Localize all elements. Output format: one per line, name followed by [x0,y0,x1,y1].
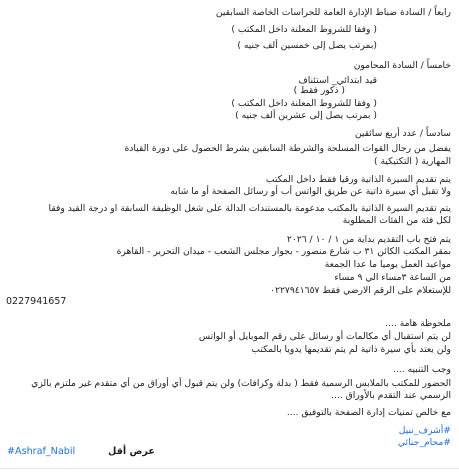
post-line: يتم تقديم السيرة الذاتية بالمكتب مدعومة بالمستندات الدالة على شغل الوظيفة السابقة او درجة القيد وفقا [48,203,451,214]
post-line: رابعاً / السادة ضباط الإدارة العامة للحراسات الخاصة السابقين [215,7,451,18]
post-line: مواعيد العمل يوميا ما عدا الجمعة [324,259,451,270]
post-line: ( وفقا للشروط المعلنة داخل المكتب ) [231,98,377,109]
post-line: يفضل من رجال القوات المسلحة والشرطة السابقين بشرط الحصول على دورة القيادة [124,143,451,154]
post-line: خامساً / السادة المحامون [353,60,451,71]
post-line: المهارية ( التكتيكية ) [373,156,451,167]
post-line: لن يتم استقبال أي مكالمات أو رسائل على رقم الموبايل أو الواتس [198,331,451,342]
phone-number[interactable]: 0227941657 [6,296,67,307]
post-line: ( وفقا للشروط المعلنة داخل المكتب ) [231,24,377,35]
post-line: مع خالص تمنيات إدارة الصفحة بالتوفيق .... [286,407,451,418]
hashtag-link[interactable]: #محام_جنائي [397,437,451,448]
hashtag-link-english[interactable]: #Ashraf_Nabil [7,446,76,457]
post-line: لكل فئة من الفئات المطلوبة [342,215,451,226]
post-line: ملحوظة هامة .... [385,318,451,329]
post-line: سادساً / عدد أربع سائقين [354,128,451,139]
post-line: وجب التنبيه .... [392,364,451,375]
post-line: ولن يعتد بأي سيرة ذاتية لم يتم تقديمها يدويا بالمكتب [251,344,451,355]
post-line: ( بمرتب يصل إلى عشرين ألف جنيه ) [235,110,377,121]
post-line: (بمرتب يصل إلى خمسين ألف جنيه ) [237,40,377,51]
post-line: ولا تقبل أي سيرة ذاتية عن طريق الواتس أب أو رسائل الصفحة أو ما شابه [170,186,451,197]
post-line: ( ذكور فقط ) [293,85,345,96]
post-line: يتم فتح باب التقديم بداية من ١ / ١٠ / ٢٠٢٦ [286,234,451,245]
post-line: الرسمي عند التقدم بالأوراق .... [331,390,451,401]
post-line: للإستعلام على الرقم الارضي فقط ٠٢٢٧٩٤١٦٥٧ [270,285,451,296]
post-line: قيد ابتدائي_ استئناف [298,75,377,86]
post-line: يتم تقديم السيرة الذاتية ورقيا فقط داخل المكتب [265,174,451,185]
post-line: من الساعة ٣مساء الي ٩ مساء [334,272,451,283]
post-line: الحضور للمكتب بالملابس الرسمية فقط ( بدلة وكرافات) ولن يتم قبول أي أوراق من أي متقدم غير ملتزم بالزي [31,378,451,389]
divider [0,468,459,469]
see-less-button[interactable]: عرض أقل [108,446,155,457]
hashtag-link[interactable]: #أشرف_نبيل [398,425,451,436]
post-line: بمقر المكتب الكائن ٣١ ب شارع منصور - بجوار مجلس الشعب - ميدان التحرير - القاهرة [116,246,451,257]
